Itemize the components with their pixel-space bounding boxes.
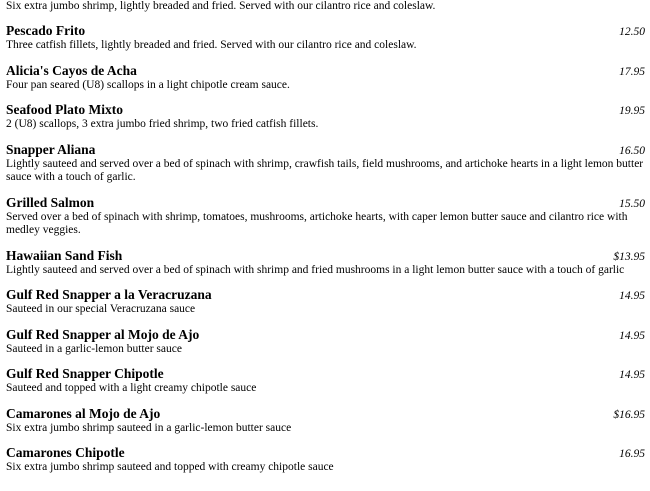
item-description: Sauteed in our special Veracruzana sauce — [6, 303, 196, 315]
item-name: Gulf Red Snapper a la Veracruzana — [6, 287, 212, 302]
menu-list — [6, 23, 646, 485]
item-description: Lightly sauteed and served over a bed of spinach with shrimp, crawfish tails, field mushrooms, and artichoke hearts in a light lemon butter sauce with a touch of garlic. — [6, 157, 644, 183]
item-name: Snapper Aliana — [6, 141, 96, 157]
item-name: Gulf Red Snapper al Mojo de Ajo — [6, 326, 200, 342]
item-price: 15.50 — [619, 197, 645, 210]
item-description: Four pan seared (U8) scallops in a light chipotle cream sauce. — [6, 78, 290, 91]
item-description: Three catfish fillets, lightly breaded and fried. Served with our cilantro rice and coleslaw. — [6, 39, 417, 51]
item-description: Served over a bed of spinach with shrimp, tomatoes, mushrooms, artichoke hearts, with caper lemon butter sauce and cilantro rice with medley veggies. — [6, 210, 628, 236]
item-name: Hawaiian Sand Fish — [6, 247, 123, 263]
menu-item — [6, 406, 646, 436]
previous-item-description: Six extra jumbo shrimp, lightly breaded and fried. Served with our cilantro rice and coleslaw. — [6, 0, 436, 12]
item-name: Grilled Salmon — [6, 194, 95, 210]
menu-item — [6, 195, 646, 238]
item-price: 14.95 — [619, 329, 645, 342]
item-description: Six extra jumbo shrimp sauteed in a garlic-lemon butter sauce — [6, 421, 292, 434]
item-name: Camarones Chipotle — [6, 445, 125, 460]
item-price: 17.95 — [619, 65, 645, 78]
item-price: 12.50 — [619, 26, 645, 38]
item-description: 2 (U8) scallops, 3 extra jumbo fried shrimp, two fried catfish fillets. — [6, 118, 319, 130]
menu-item — [6, 366, 646, 396]
item-name: Seafood Plato Mixto — [6, 102, 123, 117]
item-description: Sauteed in a garlic-lemon butter sauce — [6, 342, 182, 355]
item-name: Gulf Red Snapper Chipotle — [6, 366, 164, 381]
item-name: Alicia's Cayos de Acha — [6, 62, 137, 78]
menu-item — [6, 248, 646, 278]
menu-item — [6, 327, 646, 357]
item-description: Sauteed and topped with a light creamy chipotle sauce — [6, 382, 257, 394]
item-price: 16.95 — [619, 448, 645, 460]
item-price: 14.95 — [619, 290, 645, 302]
menu-item — [6, 287, 646, 317]
item-price: 19.95 — [619, 105, 645, 117]
menu-item — [6, 445, 646, 475]
item-description: Lightly sauteed and served over a bed of spinach with shrimp and fried mushrooms in a light lemon butter sauce with a touch of garlic — [6, 263, 625, 276]
item-price: $13.95 — [613, 250, 645, 263]
item-price: $16.95 — [613, 408, 645, 421]
item-name: Camarones al Mojo de Ajo — [6, 405, 161, 421]
menu-item — [6, 23, 646, 53]
menu-item — [6, 63, 646, 93]
menu-item — [6, 142, 646, 185]
menu-item — [6, 102, 646, 132]
item-name: Pescado Frito — [6, 23, 86, 38]
item-price: 16.50 — [619, 144, 645, 157]
item-description: Six extra jumbo shrimp sauteed and topped with creamy chipotle sauce — [6, 461, 334, 473]
item-price: 14.95 — [619, 369, 645, 381]
